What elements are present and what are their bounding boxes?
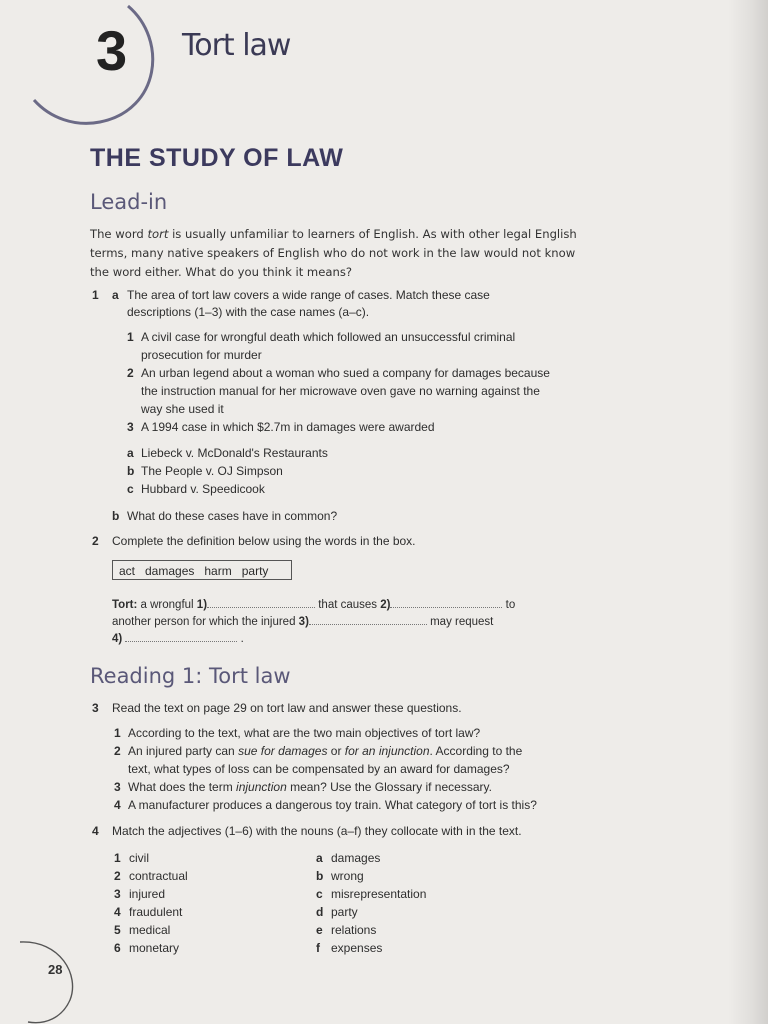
tort-definition-line-1: Tort: a wrongful 1) that causes 2) to bbox=[112, 596, 515, 614]
adjective-number: 4 bbox=[114, 905, 121, 919]
ex1a-text-cont: descriptions (1–3) with the case names (a–c). bbox=[127, 305, 370, 319]
word-box: act damages harm party bbox=[112, 560, 292, 580]
blank-1[interactable] bbox=[207, 596, 315, 608]
adjective-number: 3 bbox=[114, 887, 121, 901]
noun-letter: a bbox=[316, 851, 323, 865]
noun-letter: e bbox=[316, 923, 323, 937]
adjective-number: 5 bbox=[114, 923, 121, 937]
noun: misrepresentation bbox=[331, 887, 427, 901]
ex4-number: 4 bbox=[92, 824, 99, 838]
ex1-item-text: way she used it bbox=[141, 402, 224, 416]
adjective-number: 2 bbox=[114, 869, 121, 883]
ex1-item-number: 3 bbox=[127, 420, 134, 434]
tort-definition-line-3: 4) . bbox=[112, 630, 244, 648]
ex1-item-text: the instruction manual for her microwave oven gave no warning against the bbox=[141, 384, 540, 398]
ex4-text: Match the adjectives (1–6) with the nouns (a–f) they collocate with in the text. bbox=[112, 824, 522, 838]
question-text: A manufacturer produces a dangerous toy train. What category of tort is this? bbox=[128, 798, 537, 812]
adjective: civil bbox=[129, 851, 149, 865]
ex3-text: Read the text on page 29 on tort law and answer these questions. bbox=[112, 701, 462, 715]
page-edge-shadow bbox=[728, 0, 768, 1024]
lead-in-heading: Lead-in bbox=[90, 190, 168, 214]
question-text: What does the term injunction mean? Use the Glossary if necessary. bbox=[128, 780, 492, 794]
definition-term: Tort: bbox=[112, 599, 138, 611]
question-text: According to the text, what are the two main objectives of tort law? bbox=[128, 726, 481, 740]
blank-2[interactable] bbox=[390, 596, 502, 608]
adjective: fraudulent bbox=[129, 905, 183, 919]
ex1-item-number: 2 bbox=[127, 366, 134, 380]
ex1-item-text: A civil case for wrongful death which followed an unsuccessful criminal bbox=[141, 330, 516, 344]
ex2-text: Complete the definition below using the words in the box. bbox=[112, 534, 416, 548]
blank-3[interactable] bbox=[309, 613, 427, 625]
adjective: medical bbox=[129, 923, 171, 937]
question-number: 2 bbox=[114, 744, 121, 758]
noun-letter: f bbox=[316, 941, 320, 955]
ex2-number: 2 bbox=[92, 534, 99, 548]
adjective: injured bbox=[129, 887, 166, 901]
case-name: Liebeck v. McDonald's Restaurants bbox=[141, 446, 328, 460]
case-letter: c bbox=[127, 482, 134, 496]
page-number: 28 bbox=[48, 962, 63, 977]
ex1b-letter: b bbox=[112, 509, 120, 523]
noun: party bbox=[331, 905, 358, 919]
ex1-item-text: prosecution for murder bbox=[141, 348, 262, 362]
section-title: THE STUDY OF LAW bbox=[90, 144, 344, 172]
noun-letter: d bbox=[316, 905, 324, 919]
case-name: Hubbard v. Speedicook bbox=[141, 482, 265, 496]
tort-definition-line-2: another person for which the injured 3) may request bbox=[112, 613, 493, 631]
ex1-item-text: An urban legend about a woman who sued a company for damages because bbox=[141, 366, 550, 380]
adjective-number: 6 bbox=[114, 941, 121, 955]
ex1a-letter: a bbox=[112, 288, 119, 302]
noun-letter: b bbox=[316, 869, 324, 883]
ex1-number: 1 bbox=[92, 288, 99, 302]
adjective: contractual bbox=[129, 869, 188, 883]
case-name: The People v. OJ Simpson bbox=[141, 464, 283, 478]
chapter-title: Tort law bbox=[182, 28, 291, 63]
ex1-item-number: 1 bbox=[127, 330, 134, 344]
blank-4[interactable] bbox=[125, 630, 237, 642]
ex3-number: 3 bbox=[92, 701, 99, 715]
question-number: 1 bbox=[114, 726, 121, 740]
question-text: text, what types of loss can be compensated by an award for damages? bbox=[128, 762, 510, 776]
question-number: 3 bbox=[114, 780, 121, 794]
noun: expenses bbox=[331, 941, 383, 955]
noun-letter: c bbox=[316, 887, 323, 901]
ex1a-text: The area of tort law covers a wide range of cases. Match these case bbox=[127, 288, 490, 302]
adjective: monetary bbox=[129, 941, 180, 955]
lead-in-intro: The word tort is usually unfamiliar to learners of English. As with other legal English terms, many native speakers of English who do not work in the law would not know the word either. What do you think it means? bbox=[90, 227, 577, 279]
question-number: 4 bbox=[114, 798, 121, 812]
question-text: An injured party can sue for damages or for an injunction. According to the bbox=[128, 744, 523, 758]
case-letter: a bbox=[127, 446, 134, 460]
noun: damages bbox=[331, 851, 381, 865]
page-number-arc bbox=[0, 930, 90, 1024]
ex1b-text: What do these cases have in common? bbox=[127, 509, 338, 523]
adjective-number: 1 bbox=[114, 851, 121, 865]
noun: wrong bbox=[331, 869, 364, 883]
case-letter: b bbox=[127, 464, 135, 478]
chapter-number: 3 bbox=[96, 19, 127, 82]
noun: relations bbox=[331, 923, 377, 937]
reading-heading: Reading 1: Tort law bbox=[90, 664, 291, 688]
ex1-item-text: A 1994 case in which $2.7m in damages were awarded bbox=[141, 420, 435, 434]
